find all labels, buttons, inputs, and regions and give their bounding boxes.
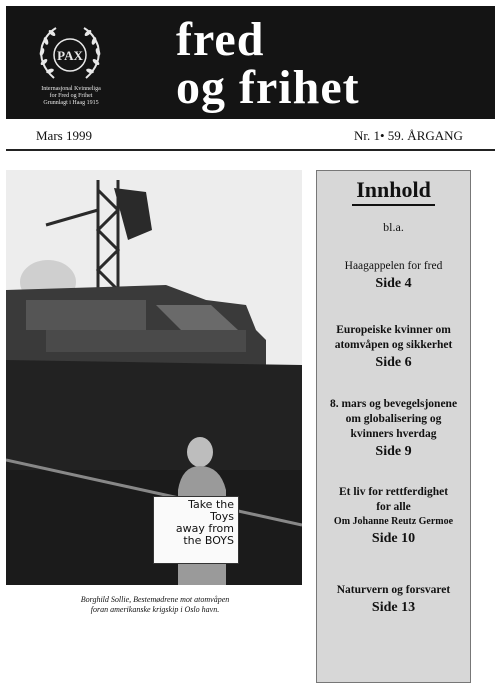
contents-heading: Innhold <box>352 177 435 206</box>
contents-item-title: for alle <box>376 501 411 513</box>
issue-number: Nr. 1• 59. ÅRGANG <box>354 128 463 143</box>
sign-line: Take the <box>188 498 234 511</box>
contents-item[interactable] <box>317 397 470 460</box>
masthead <box>6 6 495 119</box>
contents-item-page: Side 13 <box>371 600 416 615</box>
contents-item-title: om globalisering og <box>345 413 442 425</box>
contents-subheading: bl.a. <box>383 220 404 234</box>
protest-sign <box>153 496 239 564</box>
sign-line: the BOYS <box>183 534 234 547</box>
title-line-1: fred <box>176 13 265 66</box>
contents-item[interactable] <box>317 323 470 371</box>
pax-logo <box>32 24 108 84</box>
contents-item-page: Side 9 <box>375 444 412 459</box>
contents-item-title: kvinners hverdag <box>350 428 437 440</box>
photo-caption <box>40 595 270 615</box>
logo-caption <box>26 86 116 107</box>
contents-item[interactable] <box>317 485 470 547</box>
contents-item-title: Haagappelen for fred <box>344 260 443 272</box>
sign-line: Toys <box>210 510 234 523</box>
title-line-2: og frihet <box>176 61 360 114</box>
contents-item-page: Side 4 <box>375 276 412 291</box>
caption-line: Borghild Sollie, Bestemødrene mot atomvåpen <box>80 595 230 604</box>
pax-logo-word: PAX <box>57 48 83 63</box>
contents-item[interactable] <box>317 583 470 616</box>
logo-caption-line: Grunnlagt i Haag 1915 <box>43 100 99 106</box>
divider <box>6 149 495 151</box>
contents-item-page: Side 6 <box>375 355 412 370</box>
contents-item-page: Side 10 <box>371 531 416 546</box>
contents-item-title: Et liv for rettferdighet <box>338 486 449 498</box>
contents-box <box>316 170 471 683</box>
contents-item-title: atomvåpen og sikkerhet <box>334 339 453 351</box>
contents-item-title: Europeiske kvinner om <box>336 324 451 336</box>
contents-item-title: 8. mars og bevegelsjonene <box>329 398 458 410</box>
issue-date: Mars 1999 <box>36 128 92 143</box>
logo-caption-line: Internasjonal Kvinneliga <box>41 86 101 92</box>
caption-line: foran amerikanske krigskip i Oslo havn. <box>90 605 220 614</box>
cover-photo <box>6 170 302 585</box>
contents-item-title: Naturvern og forsvaret <box>336 584 451 596</box>
contents-item-title: Om Johanne Reutz Germoe <box>333 516 454 527</box>
sign-line: away from <box>175 522 234 535</box>
logo-caption-line: for Fred og Frihet <box>49 93 93 99</box>
contents-item[interactable] <box>317 259 470 292</box>
